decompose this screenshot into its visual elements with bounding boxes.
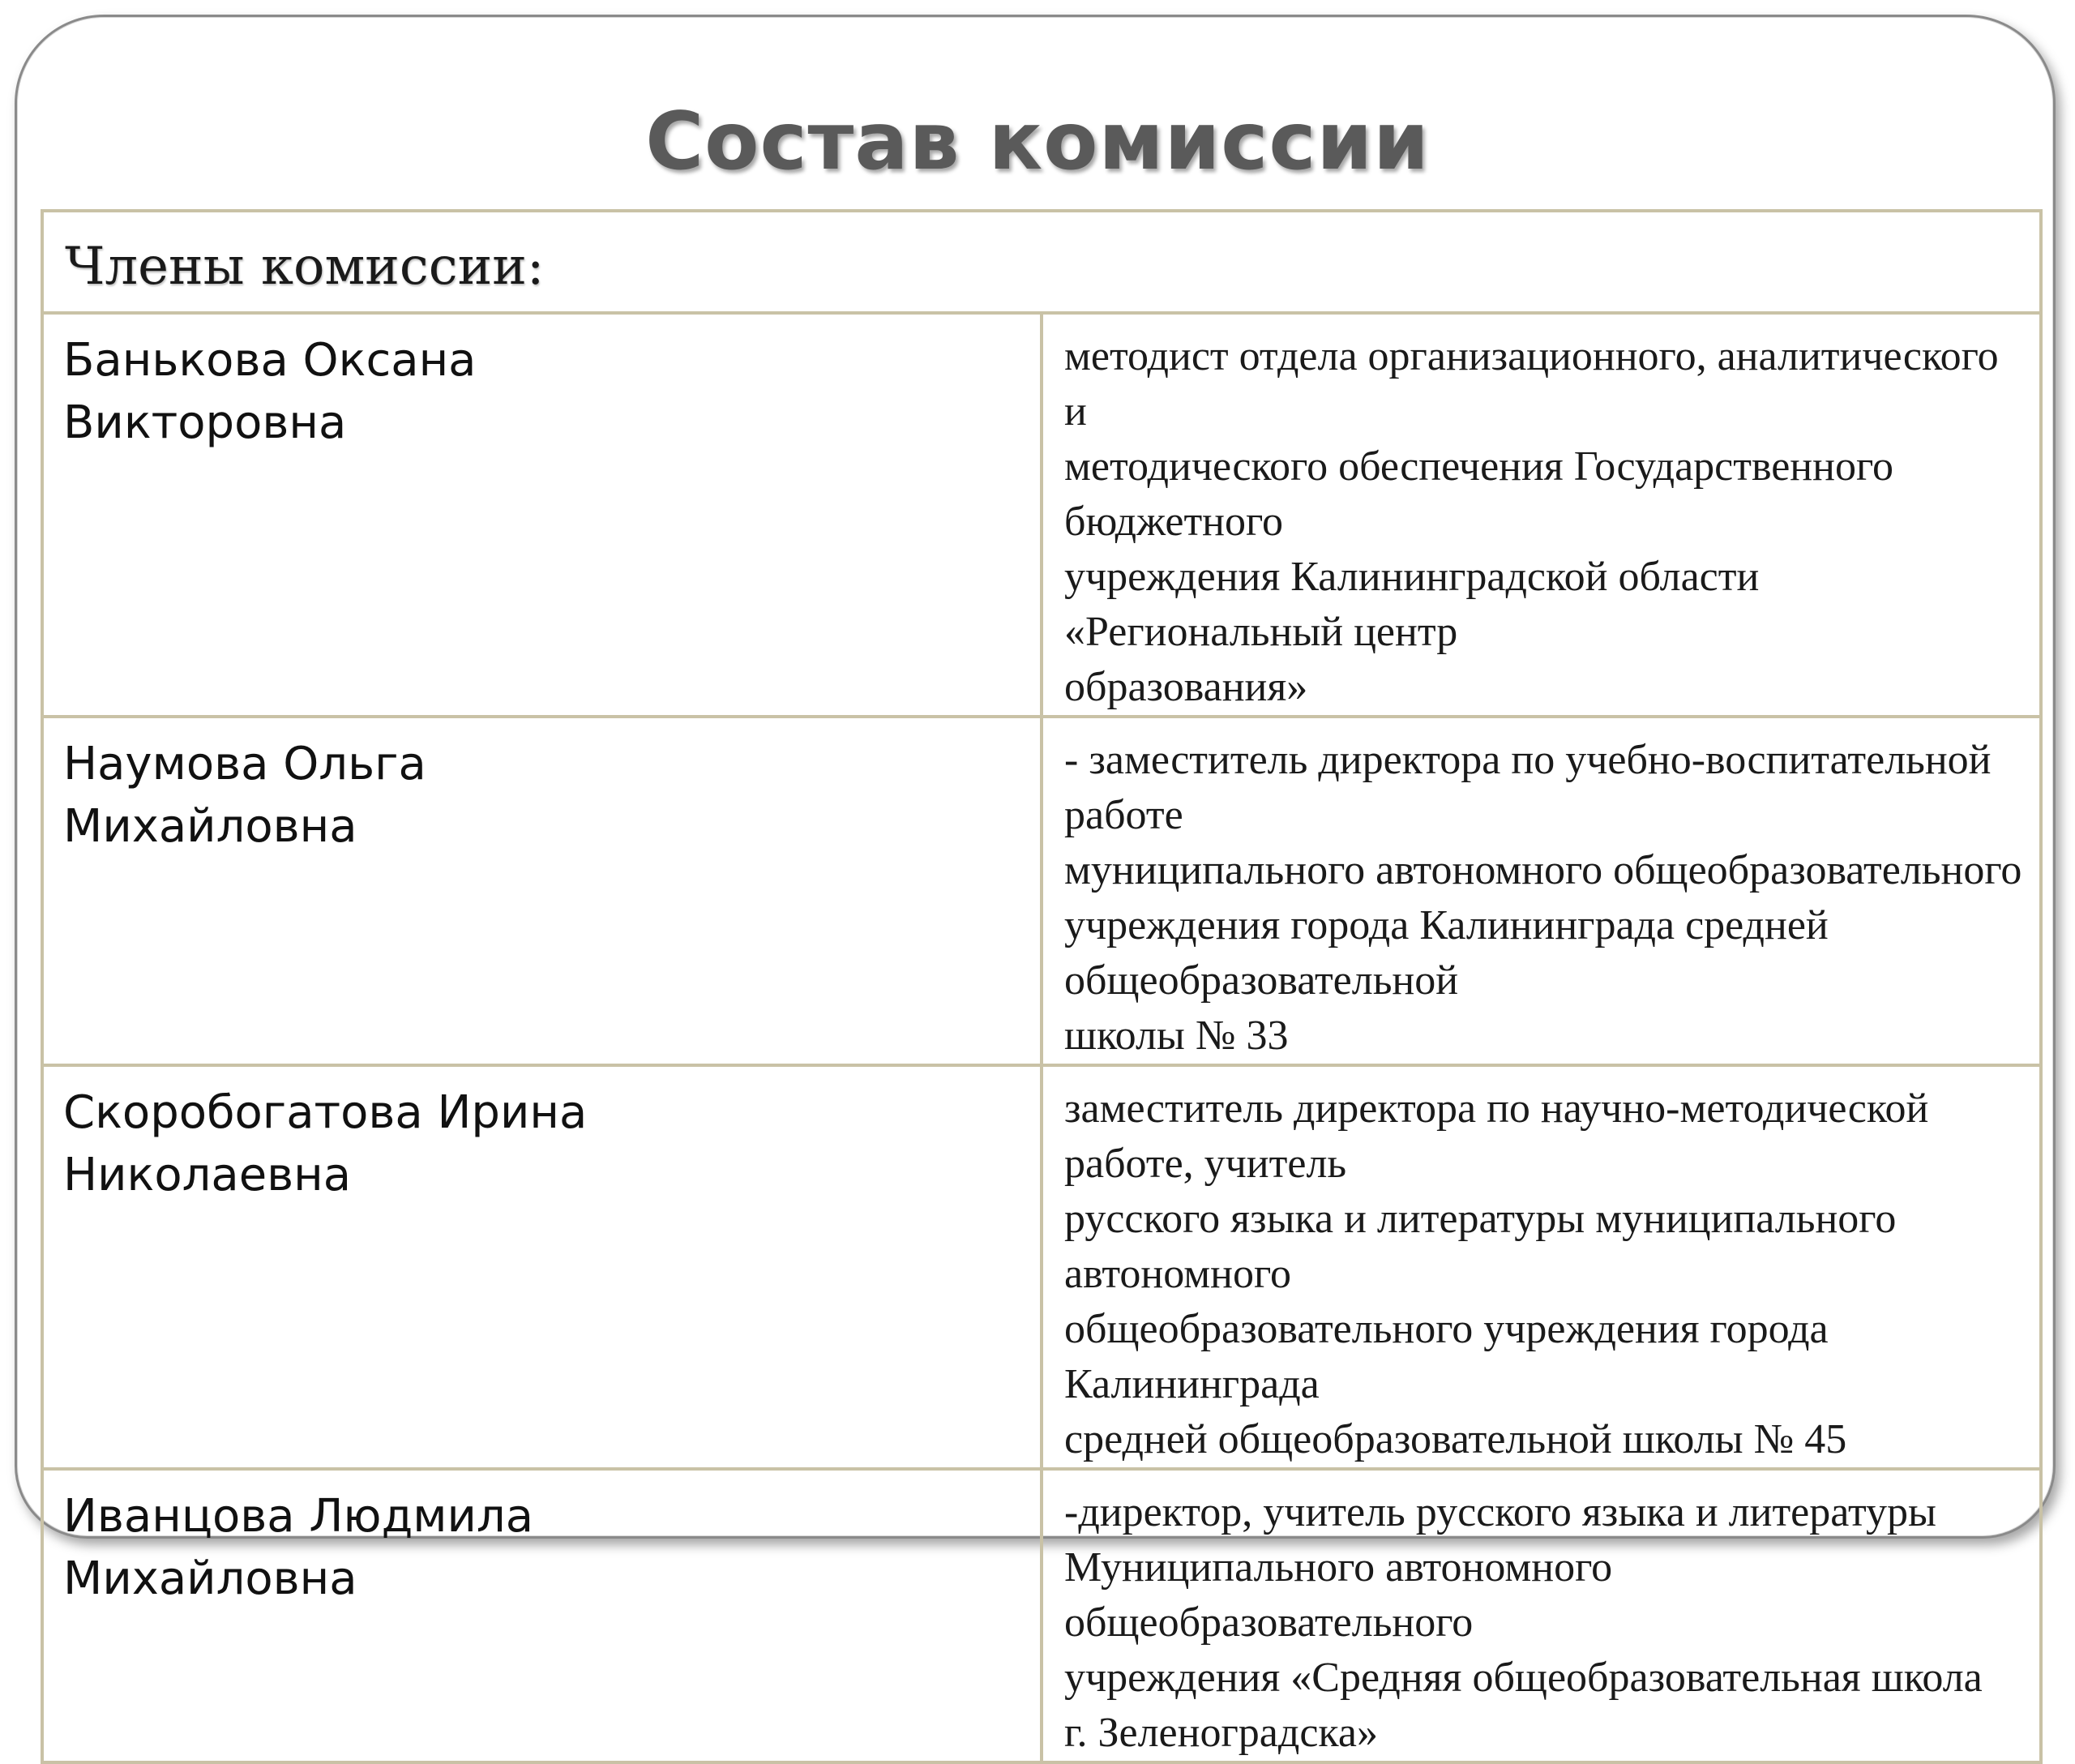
member-name: [42, 1065, 1042, 1469]
member-description: заместитель директора по научно-методической работе, учитель русского языка и литературы муниципального автономного общеобразовательного учреждения города Калининграда средней общеобразовательной школы № 45: [1042, 1065, 2041, 1469]
member-name-text: Банькова Оксана Викторовна: [63, 334, 477, 449]
member-description: - заместитель директора по учебно-воспитательной работе муниципального автономного общеобразовательного учреждения города Калининграда средней общеобразовательной школы № 33: [1042, 717, 2041, 1065]
table-row: [42, 1469, 2041, 1762]
member-description: -директор, учитель русского языка и литературы Муниципального автономного общеобразовательного учреждения «Средняя общеобразовательная школа г. Зеленоградска»: [1042, 1469, 2041, 1762]
member-name-text: Иванцова Людмила Михайловна: [63, 1490, 534, 1605]
slide-title: Состав комиссии: [645, 96, 1430, 188]
table-row: [42, 313, 2041, 717]
member-name: [42, 1469, 1042, 1762]
table-header-row: [42, 211, 2041, 313]
table-row: [42, 1065, 2041, 1469]
member-description: методист отдела организационного, аналитического и методического обеспечения Государственного бюджетного учреждения Калининградской области «Региональный центр образования»: [1042, 313, 2041, 717]
table-header: Члены комиссии:: [42, 211, 2041, 313]
member-name-text: Скоробогатова Ирина Николаевна: [63, 1086, 588, 1201]
member-name-text: Наумова Ольга Михайловна: [63, 738, 426, 853]
commission-members-table: [41, 209, 2043, 1764]
table-row: [42, 717, 2041, 1065]
member-name: [42, 313, 1042, 717]
member-name: [42, 717, 1042, 1065]
